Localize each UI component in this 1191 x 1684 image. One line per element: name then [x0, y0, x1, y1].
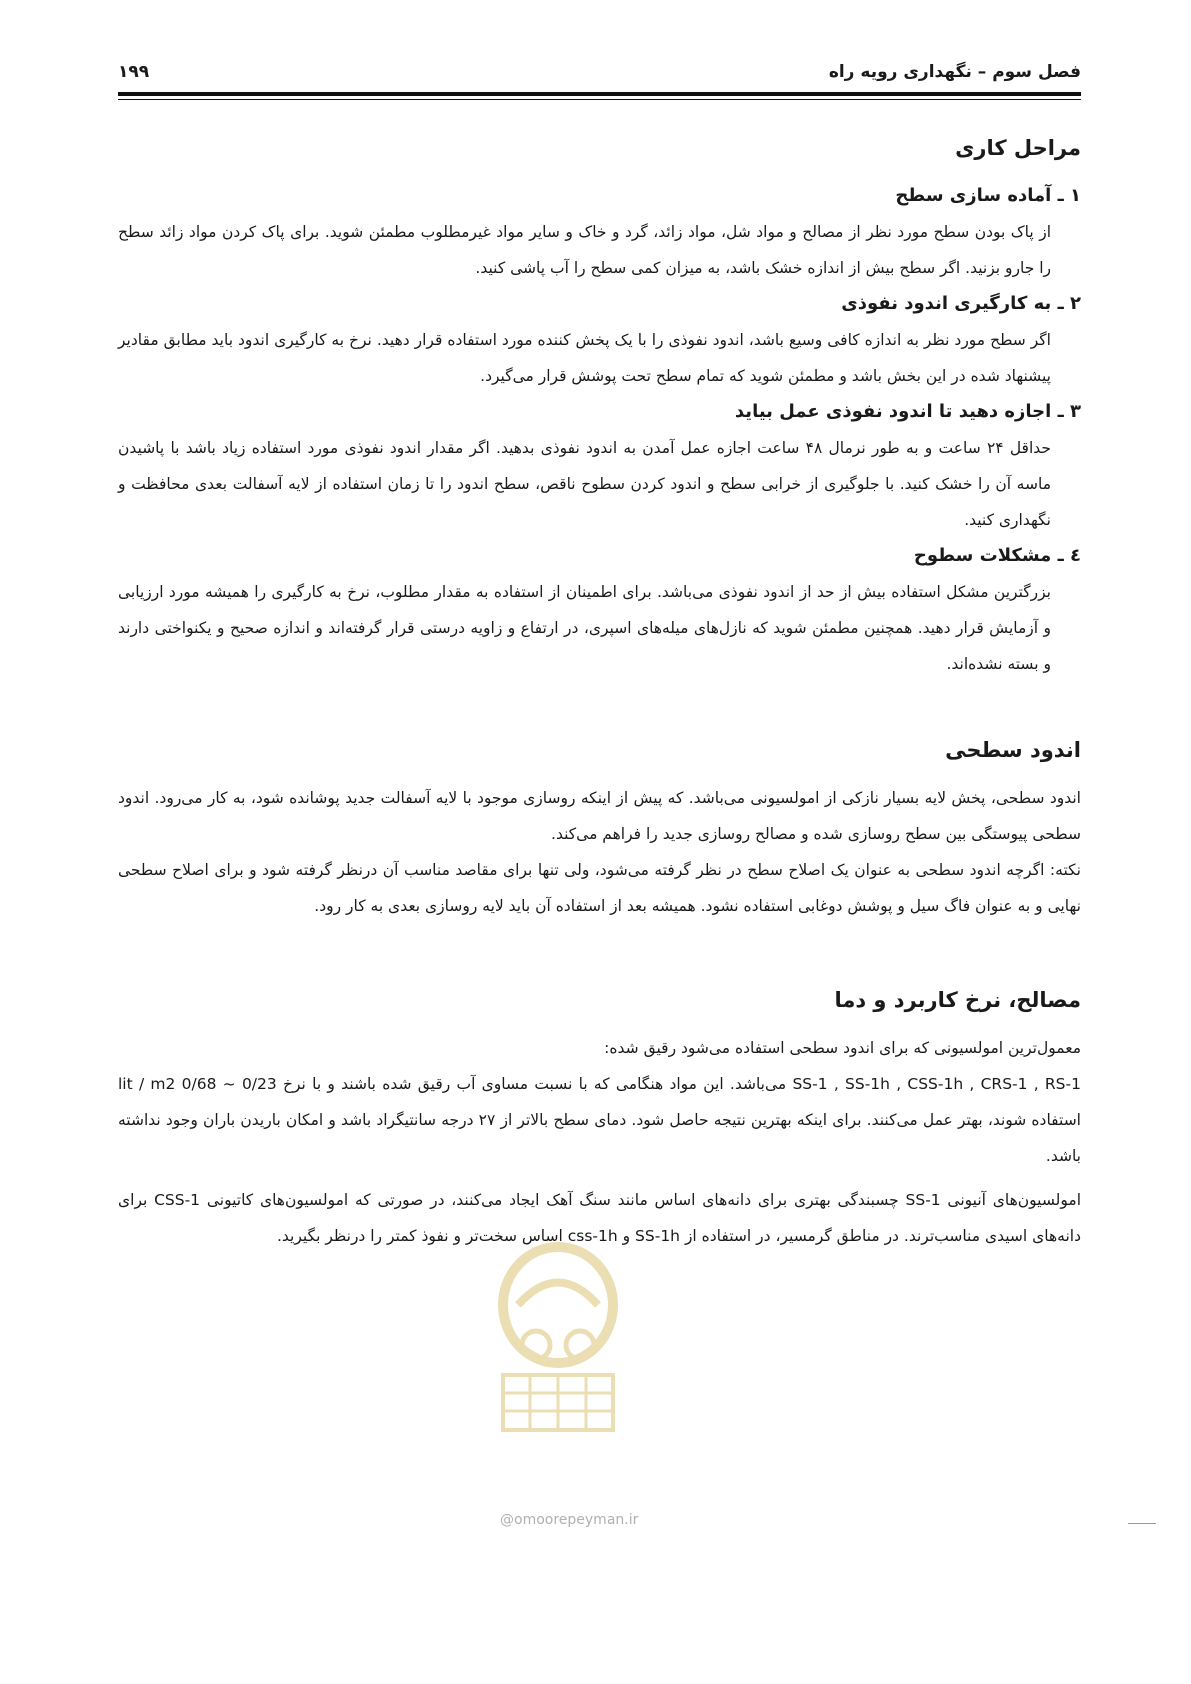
step-heading: ۲ ـ به کارگیری اندود نفوذی: [841, 293, 1081, 314]
watermark-site: @omoorepeyman.ir: [500, 1512, 639, 1528]
materials-body-2: امولسیون‌های آنیونی SS-1 چسبندگی بهتری برای دانه‌های اساس مانند سنگ آهک ایجاد می‌کنند، در صورتی که امولسیون‌های کاتیونی CSS-1 برای دانه‌های اسیدی مناسب‌ترند. در مناطق گرمسیر، در استفاده از SS-1h و css-1h اساس سخت‌تر و نفوذ کمتر را درنظر بگیرید.: [118, 1191, 1082, 1245]
tack-coat-body: اندود سطحی، پخش لایه بسیار نازکی از امولسیونی می‌باشد. که پیش از اینکه روسازی موجود با لایه آسفالت جدید پوشانده شود، به کار می‌رود. اندود سطحی پیوستگی بین سطح روسازی شده و مصالح روسازی جدید را فراهم می‌کند.: [118, 789, 1081, 843]
step-body: از پاک بودن سطح مورد نظر از مصالح و مواد شل، مواد زائد، گرد و خاک و سایر مواد غیرمطلوب مطمئن شوید. برای پاک کردن مواد زائد سطح را جارو بزنید. اگر سطح بیش از اندازه خشک باشد، به میزان کمی سطح را آب پاشی کنید.: [118, 223, 1051, 277]
step-heading: ٤ ـ مشکلات سطوح: [913, 545, 1081, 566]
step-body: حداقل ۲۴ ساعت و به طور نرمال ۴۸ ساعت اجازه عمل آمدن به اندود نفوذی بدهید. اگر مقدار اندود نفوذی مورد استفاده زیاد باشد با پاشیدن ماسه آن را خشک کنید. با جلوگیری از خرابی سطح و اندود کردن سطوح ناقص، سطح اندود را تا زمان استفاده از لایه آسفالت بعدی محافظت و نگهداری کنید.: [118, 439, 1051, 529]
step-heading: ۳ ـ اجازه دهید تا اندود نفوذی عمل بیاید: [734, 401, 1081, 422]
running-head: [118, 52, 1081, 82]
step-body: بزرگترین مشکل استفاده بیش از حد از اندود نفوذی می‌باشد. برای اطمینان از استفاده به مقدار مطلوب، نرخ به کارگیری را همیشه مورد ارزیابی و آزمایش قرار دهید. همچنین مطمئن شوید که نازل‌های میله‌های اسپری، در ارتفاع و زاویه درستی قرار گرفته‌اند و اندازه صحیح و یکنواختی دارند و بسته نشده‌اند.: [118, 583, 1051, 673]
step-body: اگر سطح مورد نظر به اندازه کافی وسیع باشد، اندود نفوذی را با یک پخش کننده مورد استفاده قرار دهید. نرخ به کارگیری اندود باید مطابق مقادیر پیشنهاد شده در این بخش باشد و مطمئن شوید که تمام سطح تحت پوشش قرار می‌گیرد.: [118, 331, 1051, 385]
header-rule-thin: [118, 99, 1081, 100]
step-heading: ۱ ـ آماده سازی سطح: [895, 185, 1081, 206]
materials-intro: معمول‌ترین امولسیونی که برای اندود سطحی استفاده می‌شود رقیق شده:: [604, 1039, 1081, 1057]
tack-coat-note: نکته: اگرچه اندود سطحی به عنوان یک اصلاح سطح در نظر گرفته می‌شود، ولی تنها برای مقاصد مناسب آن درنظر گرفته شود و برای اصلاح سطحی نهایی و به عنوان فاگ سیل و پوشش دوغابی استفاده نشود. همیشه بعد از استفاده آن باید لایه روسازی بعدی به کار رود.: [118, 861, 1081, 915]
page-content: [118, 130, 1081, 1254]
section-title-materials: مصالح، نرخ کاربرد و دما: [834, 988, 1081, 1012]
materials-body: SS-1 , SS-1h , CSS-1h , CRS-1 , RS-1 می‌باشد. این مواد هنگامی که با نسبت مساوی آب رقیق شده باشند و با نرخ 0/23 ~ 0/68 lit / m2 استفاده شوند، بهتر عمل می‌کنند. برای اینکه بهترین نتیجه حاصل شود. دمای سطح بالاتر از ۲۷ درجه سانتیگراد باشد و امکان باریدن باران وجود نداشته باشد.: [118, 1075, 1081, 1165]
section-title-tack-coat: اندود سطحی: [945, 738, 1081, 762]
header-rule-thick: [118, 92, 1081, 96]
corner-mark: [1128, 1523, 1156, 1524]
page-number: ۱۹۹: [118, 62, 150, 82]
publisher-seal-watermark: [488, 1235, 628, 1440]
chapter-title: فصل سوم – نگهداری رویه راه: [828, 62, 1081, 82]
section-title-work-steps: مراحل کاری: [955, 136, 1081, 160]
